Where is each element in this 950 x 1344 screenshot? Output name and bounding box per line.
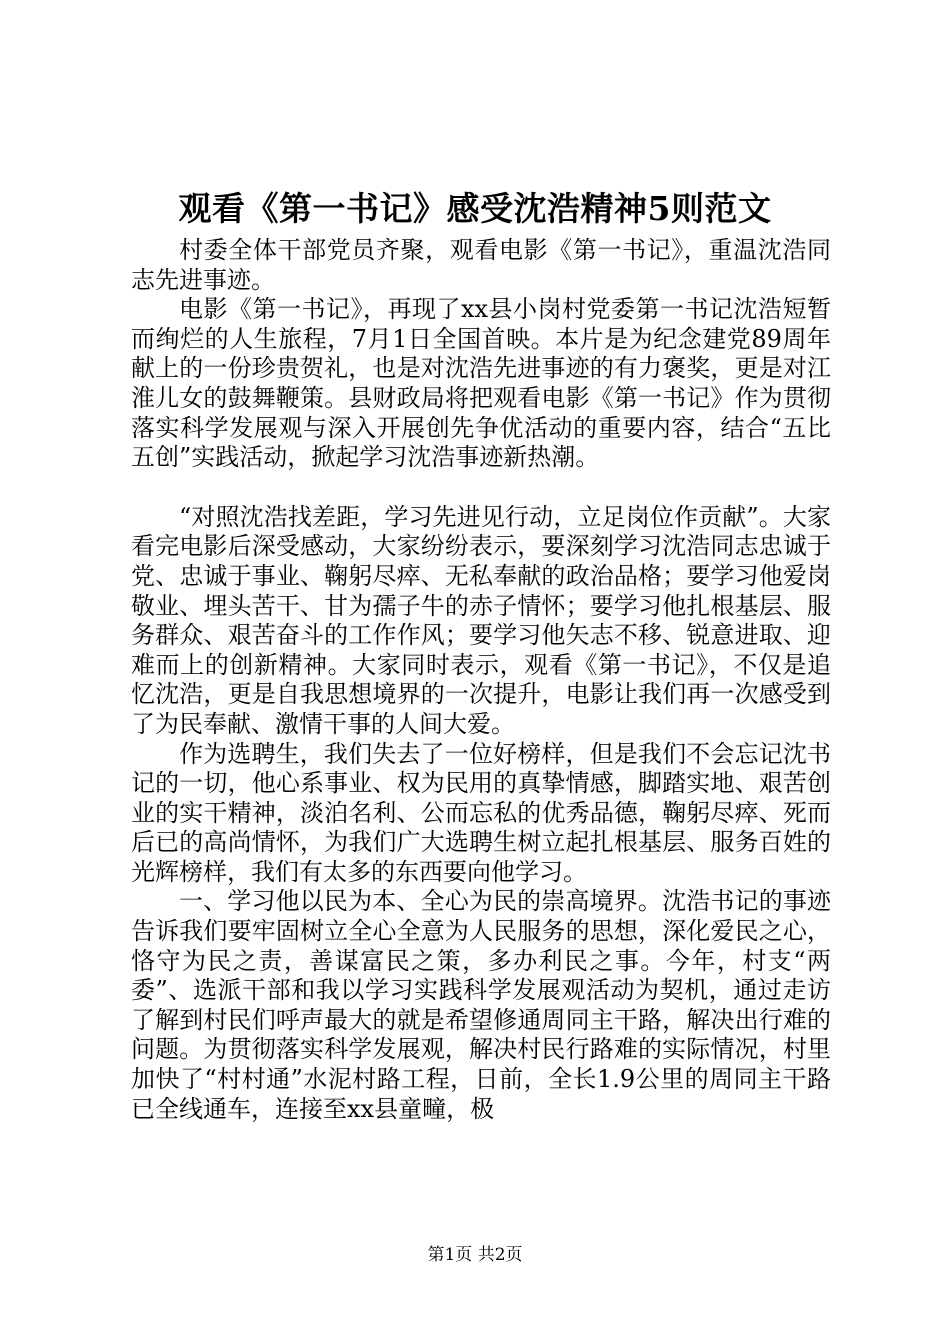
paragraph-2: 电影《第一书记》，再现了xx县小岗村党委第一书记沈浩短暂而绚烂的人生旅程，7月1日全国首映。本片是为纪念建党89周年献上的一份珍贵贺礼，也是对沈浩先进事迹的有力褒奖，更是对江淮儿女的鼓舞鞭策。县财政局将把观看电影《第一书记》作为贯彻落实科学发展观与深入开展创先争优活动的重要内容，结合“五比五创”实践活动，掀起学习沈浩事迹新热潮。 (131, 295, 831, 472)
document-title: 观看《第一书记》感受沈浩精神5则范文 (178, 189, 772, 228)
page-number: 第1页 共2页 (427, 1245, 523, 1265)
paragraph-5: 一、学习他以民为本、全心为民的崇高境界。沈浩书记的事迹告诉我们要牢固树立全心全意为人民服务的思想，深化爱民之心，恪守为民之责，善谋富民之策，多办利民之事。今年，村支“两委”、选派干部和我以学习实践科学发展观活动为契机，通过走访了解到村民们呼声最大的就是希望修通周同主干路，解决出行难的问题。为贯彻落实科学发展观，解决村民行路难的实际情况，村里加快了“村村通”水泥村路工程，日前，全长1.9公里的周同主干路已全线通车，连接至xx县童疃，极 (131, 887, 831, 1123)
paragraph-3: “对照沈浩找差距，学习先进见行动，立足岗位作贡献”。大家看完电影后深受感动，大家纷纷表示，要深刻学习沈浩同志忠诚于党、忠诚于事业、鞠躬尽瘁、无私奉献的政治品格；要学习他爱岗敬业、埋头苦干、甘为孺子牛的赤子情怀；要学习他扎根基层、服务群众、艰苦奋斗的工作作风；要学习他矢志不移、锐意进取、迎难而上的创新精神。大家同时表示，观看《第一书记》，不仅是追忆沈浩，更是自我思想境界的一次提升，电影让我们再一次感受到了为民奉献、激情干事的人间大爱。 (131, 502, 831, 738)
paragraph-4: 作为选聘生，我们失去了一位好榜样，但是我们不会忘记沈书记的一切，他心系事业、权为民用的真挚情感，脚踏实地、艰苦创业的实干精神，淡泊名利、公而忘私的优秀品德，鞠躬尽瘁、死而后已的高尚情怀，为我们广大选聘生树立起扎根基层、服务百姓的光辉榜样，我们有太多的东西要向他学习。 (131, 739, 831, 886)
paragraph-1: 村委全体干部党员齐聚，观看电影《第一书记》，重温沈浩同志先进事迹。 (131, 236, 831, 294)
document-body (131, 236, 831, 1124)
